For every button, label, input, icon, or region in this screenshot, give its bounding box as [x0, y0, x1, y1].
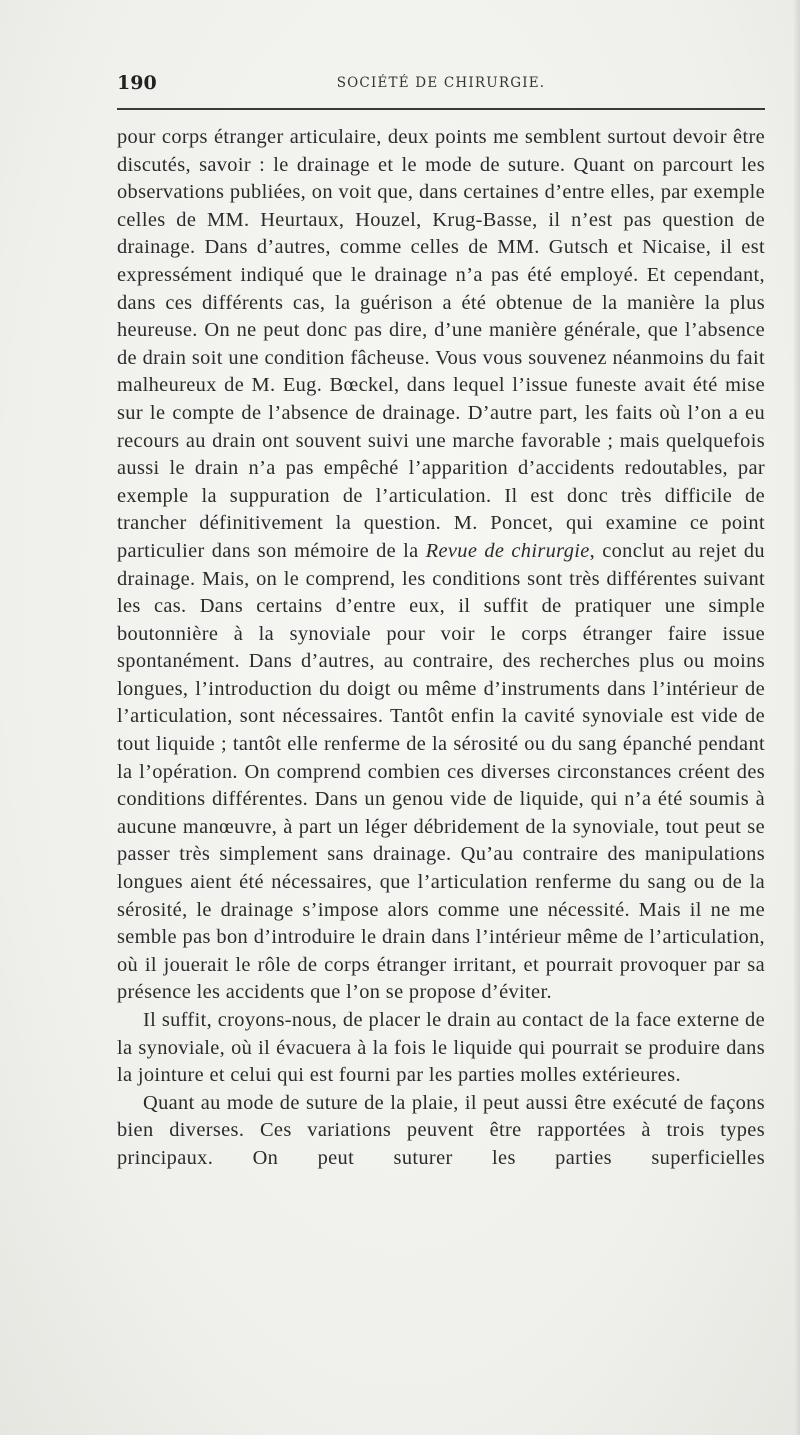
paragraph-2: Il suffit, croyons-nous, de placer le drain au contact de la face externe de la synoviale, où il évacuera à la fois le liquide qui pourrait se produire dans la jointure et celui qui est fourni par les parties molles extérieures.	[117, 1009, 765, 1087]
paragraph-1-text-b: , conclut au rejet du drainage. Mais, on le comprend, les conditions sont très différentes suivant les cas. Dans certains d’entre eux, il suffit de pratiquer une simple boutonnière à la synoviale pour voir le corps étranger faire issue spontanément. Dans d’autres, au contraire, des recherches plus ou moins longues, l’introduction du doigt ou même d’instruments dans l’intérieur de l’articulation, sont nécessaires. Tantôt enfin la cavité synoviale est vide de tout liquide ; tantôt elle renferme de la sérosité ou du sang épanché pendant la l’opération. On comprend combien ces diverses circonstances créent des conditions différentes. Dans un genou vide de liquide, qui n’a été soumis à aucune manœuvre, à part un léger débridement de la synoviale, tout peut se passer très simplement sans drainage. Qu’au contraire des manipulations longues aient été nécessaires, que l’articulation renferme du sang ou de la sérosité, le drainage s’impose alors comme une nécessité. Mais il ne me semble pas bon d’introduire le drain dans l’intérieur même de l’articulation, où il jouerait le rôle de corps étranger irritant, et pourrait provoquer par sa présence les accidents que l’on se propose d’éviter.	[117, 539, 765, 1004]
page-number: 190	[117, 72, 157, 94]
journal-title: Revue de chirurgie	[425, 539, 590, 562]
paragraph-1	[117, 124, 765, 1007]
paragraph-3: Quant au mode de suture de la plaie, il peut aussi être exécuté de façons bien diverses. Ces variations peuvent être rapportées à trois types principaux. On peut suturer les parties superficielles	[117, 1091, 765, 1169]
running-head: SOCIÉTÉ DE CHIRURGIE.	[336, 75, 546, 91]
paragraph-1-text-a: pour corps étranger articulaire, deux points me semblent surtout devoir être discutés, savoir : le drainage et le mode de suture. Quant on parcourt les observations publiées, on voit que, dans certaines d’entre elles, par exemple celles de MM. Heurtaux, Houzel, Krug-Basse, il n’est pas question de drainage. Dans d’autres, comme celles de MM. Gutsch et Nicaise, il est expressément indiqué que le drainage n’a pas été employé. Et cependant, dans ces différents cas, la guérison a été obtenue de la manière la plus heureuse. On ne peut donc pas dire, d’une manière générale, que l’absence de drain soit une condition fâcheuse. Vous vous souvenez néanmoins du fait malheureux de M. Eug. Bœckel, dans lequel l’issue funeste avait été mise sur le compte de l’absence de drainage. D’autre part, les faits où l’on a eu recours au drain ont souvent suivi une marche favorable ; mais quelquefois aussi le drain n’a pas empêché l’apparition d’accidents redoutables, par exemple la suppuration de l’articulation. Il est donc très difficile de trancher définitivement la question. M. Poncet, qui examine ce point particulier dans son mémoire de la	[117, 126, 765, 562]
header-rule	[117, 108, 765, 110]
body-text	[117, 124, 765, 1173]
page-edge-shadow	[794, 0, 800, 1435]
page-header	[117, 72, 765, 96]
